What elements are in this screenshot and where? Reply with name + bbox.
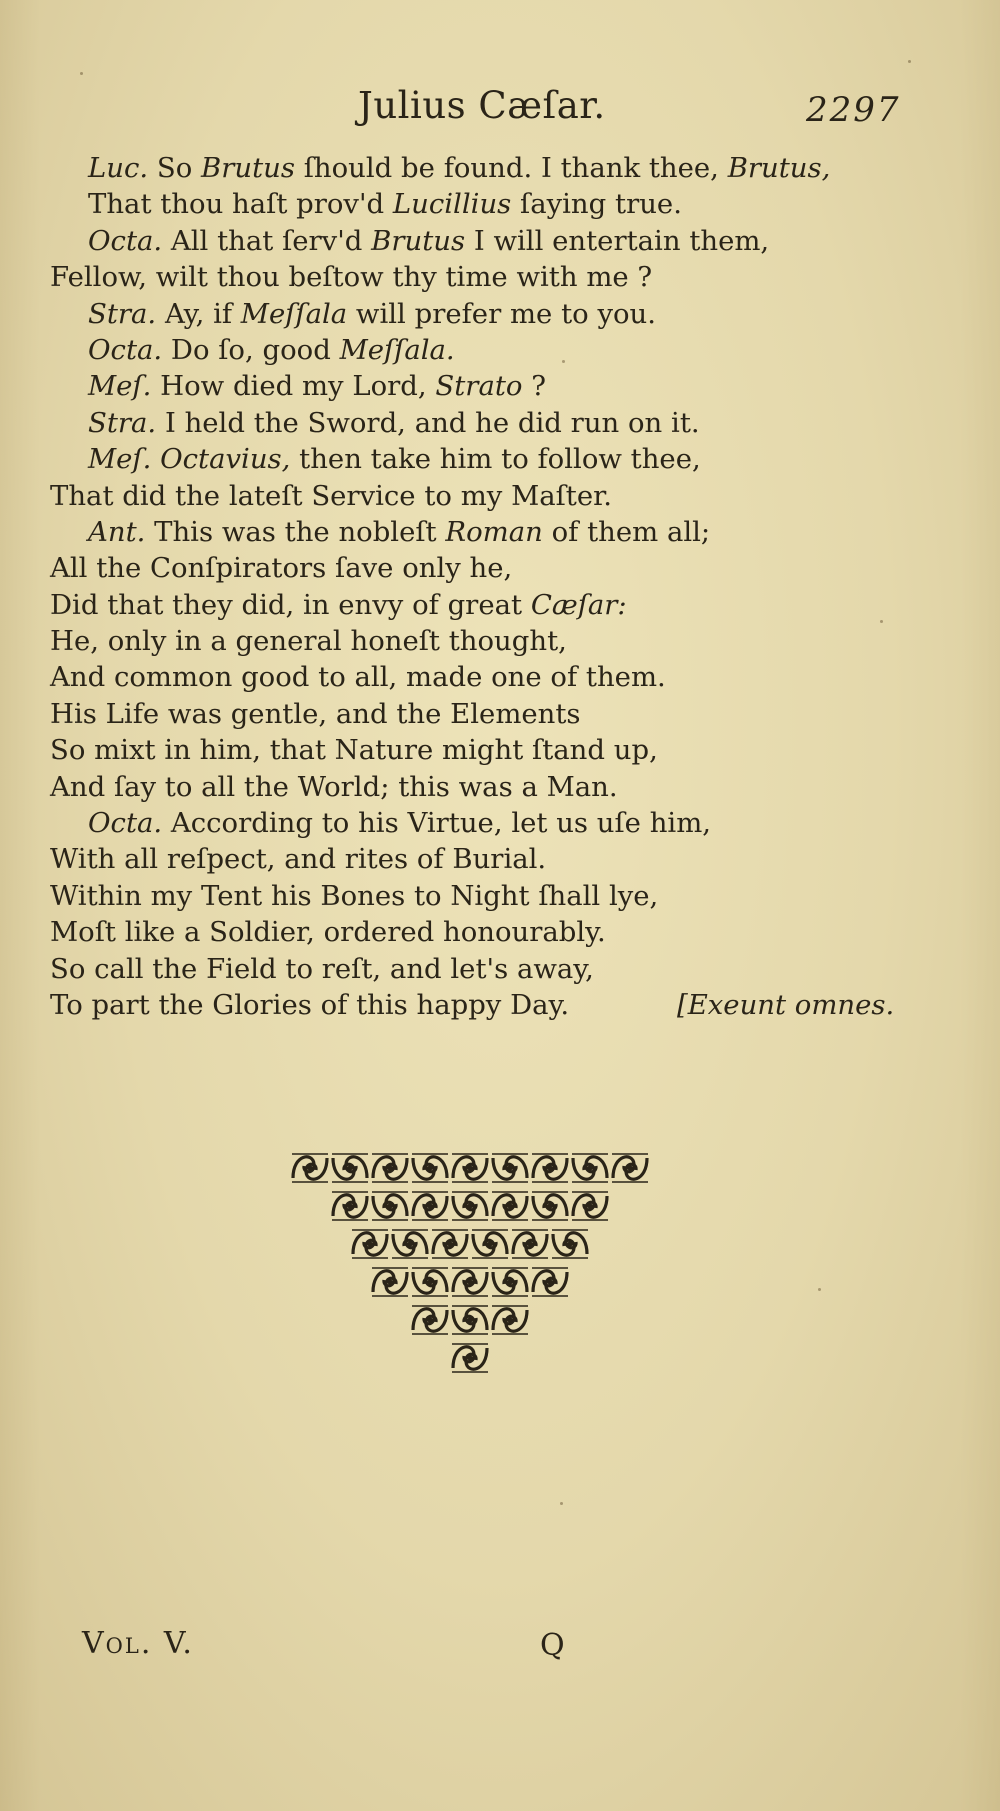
paper-speck [818,1288,821,1291]
verse-line [50,296,960,332]
verse-line [50,732,960,768]
line-text: His Life was gentle, and the Elements [50,697,581,730]
fleuron-mark [492,1268,528,1296]
fleuron-mark [372,1268,408,1296]
line-text: I held the Sword, and he did run on it. [164,406,700,439]
verse-line [50,623,960,659]
line-text: So Brutus ſhould be found. I thank thee, Brutus, [156,152,831,184]
line-text: And ſay to all the World; this was a Man. [50,770,618,803]
volume-signature: Vol. V. [82,1626,194,1661]
paper-speck [80,72,83,75]
fleuron-mark [532,1268,568,1296]
line-text: That did the lateſt Service to my Maſter. [50,479,613,512]
verse-line [50,769,960,805]
fleuron-mark [372,1192,408,1220]
verse-line [50,587,960,623]
line-text: All the Conſpirators ſave only he, [50,552,513,585]
speaker-name: Meſ. [88,370,152,403]
line-text: How died my Lord, Strato ? [160,370,546,403]
fleuron-mark [572,1154,608,1182]
fleuron-mark [452,1154,488,1182]
speaker-name: Meſ. [88,443,152,476]
fleuron-mark [532,1192,568,1220]
line-text: Did that they did, in envy of great Cæſar: [50,588,627,621]
line-text: Moſt like a Soldier, ordered honourably. [50,916,606,949]
verse-line [50,368,960,404]
fleuron-mark [472,1230,508,1258]
verse-line [50,405,960,441]
verse-line [50,841,960,877]
fleuron-mark [352,1230,388,1258]
paper-speck [562,360,565,363]
fleuron-mark [432,1230,468,1258]
fleuron-mark [412,1306,448,1334]
fleuron-mark [412,1268,448,1296]
verse-line [50,805,960,841]
verse-line [50,914,960,950]
fleuron-mark [452,1192,488,1220]
fleuron-mark [332,1154,368,1182]
line-text: Octavius, then take him to follow thee, [160,443,701,476]
gathering-signature: Q [540,1628,565,1663]
line-text: Do ſo, good Meſſala. [170,333,455,366]
fleuron-mark [552,1230,588,1258]
stage-direction: [Exeunt omnes. [677,988,895,1021]
speaker-name: Luc. [88,152,149,184]
fleuron-mark [572,1192,608,1220]
speaker-name: Octa. [88,224,163,257]
paper-speck [908,60,911,63]
verse-line [50,150,960,186]
verse-line [50,332,960,368]
line-text: He, only in a general honeſt thought, [50,625,567,658]
speaker-name: Ant. [88,515,146,548]
play-text [50,150,960,1023]
final-line [50,987,960,1023]
verse-line [50,259,960,295]
fleuron-mark [452,1306,488,1334]
verse-line [50,441,960,477]
running-title: Julius Cæſar. [358,84,606,127]
fleuron-mark [512,1230,548,1258]
verse-line [50,550,960,586]
verse-line [50,659,960,695]
speaker-name: Octa. [88,807,163,840]
page-number: 2297 [806,90,901,130]
paper-speck [560,1502,563,1505]
speaker-name: Octa. [88,333,163,366]
line-text: So mixt in him, that Nature might ſtand up, [50,734,658,767]
line-text: And common good to all, made one of them. [50,661,666,694]
fleuron-mark [292,1154,328,1182]
line-text: That thou haſt prov'd Lucillius ſaying true. [88,188,682,221]
line-text: So call the Field to reſt, and let's away, [50,952,594,985]
line-text: Ay, if Meſſala will prefer me to you. [164,297,656,330]
line-text: All that ſerv'd Brutus I will entertain them, [170,224,770,257]
line-text: This was the nobleſt Roman of them all; [154,515,711,548]
verse-line [50,186,960,222]
final-line-text: To part the Glories of this happy Day. [50,988,570,1021]
verse-line [50,478,960,514]
fleuron-mark [412,1192,448,1220]
fleuron-mark [612,1154,648,1182]
fleuron-mark [532,1154,568,1182]
fleuron-mark [372,1154,408,1182]
fleuron-mark [492,1306,528,1334]
speaker-name: Stra. [88,297,157,330]
speaker-name: Stra. [88,406,157,439]
fleuron-mark [452,1344,488,1372]
verse-line [50,951,960,987]
fleuron-mark [492,1154,528,1182]
fleuron-mark [492,1192,528,1220]
line-text: Fellow, wilt thou beſtow thy time with me ? [50,261,653,294]
line-text: According to his Virtue, let us uſe him, [170,807,712,840]
tailpiece-ornament-icon [260,1148,680,1398]
fleuron-mark [412,1154,448,1182]
verse-line [50,223,960,259]
verse-line [50,696,960,732]
fleuron-mark [452,1268,488,1296]
verse-line [50,514,960,550]
paper-speck [880,620,883,623]
verse-line [50,878,960,914]
fleuron-mark [392,1230,428,1258]
fleuron-mark [332,1192,368,1220]
line-text: Within my Tent his Bones to Night ſhall lye, [50,879,659,912]
line-text: With all reſpect, and rites of Burial. [50,843,547,876]
